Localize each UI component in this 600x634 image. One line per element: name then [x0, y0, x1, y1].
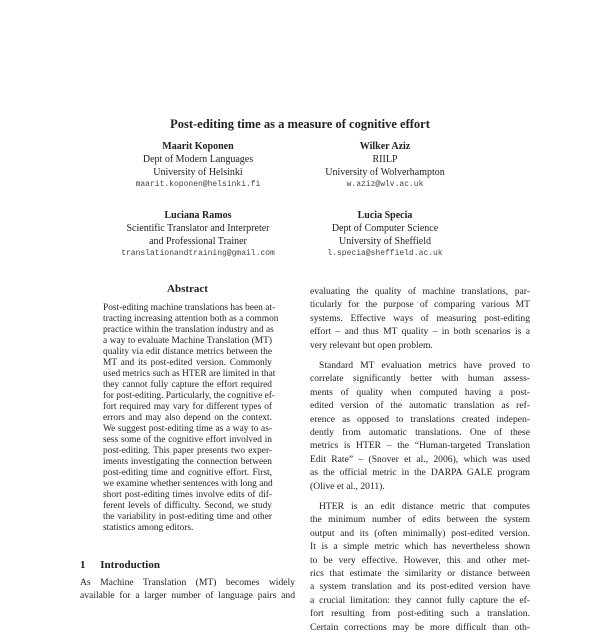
author-block: [107, 141, 289, 192]
text-line: dently from automatic translations. One of these: [310, 427, 530, 438]
text-line: as the official metric in the DARPA GALE program: [310, 467, 530, 479]
text-line: edited version of the automatic translation as ref-: [310, 400, 530, 412]
text-line: rics that estimate the similarity or distance between: [310, 568, 530, 579]
author-block: [294, 210, 476, 261]
text-line: ments of quality when computed having a post-: [310, 386, 530, 398]
text-line: a crucial limitation: they cannot fully capture the ef-: [310, 594, 530, 606]
text-line: Standard MT evaluation metrics have proved to: [319, 360, 530, 371]
author-email[interactable]: l.specia@sheffield.ac.uk: [327, 249, 443, 259]
text-line: evaluating the quality of machine translations, par-: [310, 286, 530, 297]
text-line: metrics is HTER – the “Human-targeted Translation: [310, 440, 530, 452]
author-block: [294, 141, 476, 192]
text-line: ticularly for the purpose of comparing various MT: [310, 299, 530, 311]
text-line: post-editing time and cognitive effort. First,: [103, 468, 272, 478]
text-line: erence as opposed to translations created indepen-: [310, 413, 530, 425]
text-line: We suggest post-editing time as a way to as-: [103, 424, 272, 434]
author-affiliation: University of Wolverhampton: [325, 166, 445, 178]
section-number: 1: [80, 559, 86, 571]
text-line: they cannot fully capture the effort required: [103, 380, 272, 390]
text-line: we examine whether sentences with long and: [103, 479, 273, 489]
section-title: Introduction: [100, 559, 160, 571]
text-line: very relevant but open problem.: [310, 339, 433, 351]
author-email[interactable]: w.aziz@wlv.ac.uk: [346, 180, 424, 190]
text-line: effort – and thus MT quality – in both scenarios is a: [310, 326, 530, 338]
text-line: errors and may also depend on the context.: [103, 413, 272, 423]
author-affiliation: RIILP: [372, 153, 398, 165]
text-line: a system translation and its post-edited version have: [310, 581, 530, 593]
author-affiliation: Dept of Computer Science: [331, 222, 439, 234]
text-line: tracting increasing attention both as a common: [103, 314, 279, 324]
text-line: to be very effective. However, this and other met-: [310, 554, 530, 566]
text-line: the minimum number of edits between the system: [310, 514, 530, 526]
abstract-heading: Abstract: [167, 283, 208, 295]
author-name: Luciana Ramos: [164, 210, 232, 221]
author-affiliation: Scientific Translator and Interpreter: [126, 222, 270, 234]
author-affiliation: and Professional Trainer: [149, 235, 247, 247]
text-line: Certain corrections may be more difficult than oth-: [310, 621, 530, 633]
text-line: It is a simple metric which has nevertheless shown: [310, 541, 530, 553]
author-name: Lucia Specia: [357, 210, 413, 221]
text-line: Edit Rate” – (Snover et al., 2006), which was used: [310, 453, 530, 465]
text-line: As Machine Translation (MT) becomes widely: [80, 577, 295, 588]
text-line: fort required may vary for different types of: [103, 402, 272, 412]
text-line: a way to evaluate Machine Translation (MT): [103, 336, 272, 346]
text-line: correlate significantly better with human assess-: [310, 373, 530, 385]
text-line: available for a larger number of language pairs and: [80, 590, 295, 602]
text-line: short post-editing times involve edits of dif-: [103, 490, 272, 500]
author-email[interactable]: maarit.koponen@helsinki.fi: [135, 180, 261, 190]
text-line: used metrics such as HTER are limited in that: [103, 369, 276, 379]
text-line: output and its (often minimally) post-edited version.: [310, 527, 530, 539]
paper-title: Post-editing time as a measure of cognitive effort: [170, 117, 430, 131]
author-block: [107, 210, 289, 261]
section-heading: [80, 559, 160, 572]
author-name: Wilker Aziz: [359, 141, 411, 152]
text-line: sess some of the cognitive effort involved in: [103, 435, 272, 445]
text-line: practice within the translation industry and as: [103, 325, 274, 335]
text-line: iments investigating the connection between: [103, 457, 272, 467]
text-line: HTER is an edit distance metric that computes: [319, 501, 530, 512]
author-name: Maarit Koponen: [162, 141, 234, 152]
author-affiliation: Dept of Modern Languages: [142, 153, 254, 165]
author-affiliation: University of Sheffield: [338, 235, 432, 247]
text-line: Post-editing machine translations has been at-: [103, 303, 276, 313]
author-affiliation: University of Helsinki: [153, 166, 243, 178]
text-line: ferent levels of difficulty. Second, we study: [103, 501, 272, 511]
text-line: (Olive et al., 2011).: [310, 480, 385, 492]
text-line: systems. Effective ways of measuring post-editing: [310, 312, 530, 324]
text-line: post-editing. This paper presents two exper-: [103, 446, 272, 456]
text-line: MT and its post-edited version. Commonly: [103, 358, 272, 368]
text-line: quality via edit distance metrics between the: [103, 347, 272, 357]
text-line: for post-editing. Particularly, the cognitive ef-: [103, 391, 275, 401]
text-line: statistics among editors.: [103, 523, 194, 533]
text-line: the variability in post-editing time and other: [103, 512, 272, 522]
author-email[interactable]: translationandtraining@gmail.com: [121, 249, 275, 259]
text-line: fort resulting from post-editing such a translation.: [310, 608, 530, 620]
